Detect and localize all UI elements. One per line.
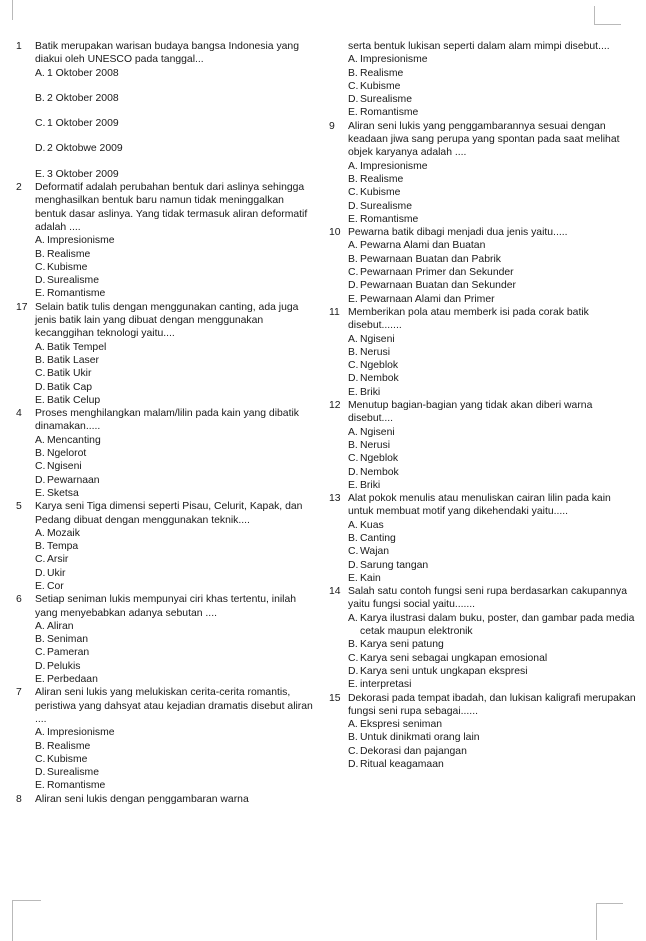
option-text: 2 Oktober 2008 <box>47 92 119 104</box>
answer-option-d <box>35 766 313 779</box>
option-label: D. <box>35 143 46 155</box>
answer-option-a <box>348 53 638 66</box>
answer-option-d <box>348 200 638 213</box>
option-label: D. <box>35 660 46 672</box>
question-text: Batik merupakan warisan budaya bangsa Indonesia yang diakui oleh UNESCO pada tanggal... <box>35 41 299 66</box>
question-text: Aliran seni lukis yang penggambarannya sesuai dengan keadaan jiwa sang perupa yang spontan pada saat melihat objek karyanya adalah .... <box>348 120 620 159</box>
option-text: Ekspresi seniman <box>360 719 443 731</box>
answer-option-c <box>348 452 638 465</box>
option-label: D. <box>348 759 359 771</box>
question-text: Karya seni Tiga dimensi seperti Pisau, Celurit, Kapak, dan Pedang dibuat dengan menggunakan teknik.... <box>35 501 303 526</box>
question-number: 1 <box>16 41 22 52</box>
option-text: Surealisme <box>47 275 99 287</box>
answer-option-d <box>35 567 313 580</box>
option-text: Impresionisme <box>360 160 428 172</box>
question-11 <box>326 306 638 399</box>
answer-option-b <box>35 92 313 105</box>
option-text: Tempa <box>47 541 79 553</box>
option-label: B. <box>35 541 45 553</box>
answer-option-a <box>348 519 638 532</box>
continued-question-text: serta bentuk lukisan seperti dalam alam mimpi disebut.... <box>348 41 610 52</box>
question-number: 17 <box>16 301 28 313</box>
option-text: Kubisme <box>360 187 401 199</box>
option-label: B. <box>35 634 45 646</box>
option-text: 3 Oktober 2009 <box>47 168 119 180</box>
answer-option-d <box>348 559 638 572</box>
option-text: Sketsa <box>47 487 79 499</box>
option-label: D. <box>348 280 359 292</box>
answer-option-d <box>348 665 638 678</box>
option-text: Ngeblok <box>360 453 399 465</box>
question-text: Salah satu contoh fungsi seni rupa berdasarkan cakupannya yaitu fungsi social yaitu....... <box>348 586 628 611</box>
question-number: 15 <box>329 692 341 704</box>
question-text: Setiap seniman lukis mempunyai ciri khas tertentu, inilah yang menyebabkan adanya sebutan .... <box>35 594 297 619</box>
answer-option-d <box>35 381 313 394</box>
option-label: A. <box>35 434 45 446</box>
answer-option-c <box>35 117 313 130</box>
answer-option-a <box>348 612 638 639</box>
question-text: Aliran seni lukis yang melukiskan cerita-cerita romantis, peristiwa yang dahsyat atau kejadian dramatis disebut aliran .... <box>35 687 313 725</box>
answer-option-e <box>35 779 313 792</box>
answer-option-b <box>35 540 313 553</box>
option-label: C. <box>348 267 359 279</box>
option-text: interpretasi <box>360 679 412 691</box>
option-label: D. <box>348 559 359 571</box>
option-text: Briki <box>360 479 381 491</box>
option-text: Pewarnaan <box>47 474 100 486</box>
option-text: Realisme <box>360 173 404 185</box>
question-text: Memberikan pola atau memberk isi pada corak batik disebut....... <box>348 306 589 332</box>
answer-option-d <box>348 93 638 106</box>
answer-option-b <box>35 740 313 753</box>
answer-option-e <box>348 213 638 226</box>
option-label: E. <box>35 580 45 592</box>
question-7 <box>13 686 313 792</box>
option-text: Pewarna Alami dan Buatan <box>360 240 486 252</box>
option-text: Mozaik <box>47 527 80 539</box>
answer-option-b <box>348 346 638 359</box>
question-number: 5 <box>16 501 22 513</box>
answer-option-c <box>35 553 313 566</box>
answer-option-e <box>35 168 313 181</box>
question-8 <box>13 793 313 806</box>
option-label: C. <box>348 187 359 199</box>
answer-option-a <box>35 726 313 739</box>
option-text: Wajan <box>360 546 390 558</box>
option-text: Ngiseni <box>47 461 82 473</box>
option-label: A. <box>35 67 45 79</box>
option-label: E. <box>35 168 45 180</box>
option-text: Aliran <box>47 620 74 632</box>
option-text: Pewarnaan Alami dan Primer <box>360 293 495 305</box>
answer-option-b <box>348 253 638 266</box>
question-text: Pewarna batik dibagi menjadi dua jenis yaitu..... <box>348 227 568 239</box>
option-text: Ngelorot <box>47 448 87 460</box>
option-label: C. <box>35 261 46 273</box>
option-label: B. <box>348 253 358 265</box>
answer-option-b <box>348 731 638 744</box>
answer-option-e <box>348 678 638 691</box>
question-5 <box>13 500 313 593</box>
answer-option-d <box>348 372 638 385</box>
question-number: 4 <box>16 408 22 420</box>
answer-option-a <box>35 527 313 540</box>
question-number: 2 <box>16 182 22 194</box>
question-2 <box>13 181 313 301</box>
option-label: A. <box>348 333 358 345</box>
option-text: Sarung tangan <box>360 559 429 571</box>
question-4 <box>13 407 313 500</box>
answer-option-e <box>348 572 638 585</box>
answer-option-c <box>348 359 638 372</box>
option-label: E. <box>35 487 45 499</box>
question-text: Proses menghilangkan malam/lilin pada kain yang dibatik dinamakan..... <box>35 408 299 433</box>
option-label: C. <box>35 554 46 566</box>
option-label: D. <box>348 466 359 478</box>
option-text: Kubisme <box>47 753 88 765</box>
answer-option-c <box>348 80 638 93</box>
option-label: E. <box>348 107 358 119</box>
option-text: Batik Tempel <box>47 341 107 353</box>
question-number: 10 <box>329 227 341 239</box>
option-label: B. <box>348 346 358 358</box>
option-label: D. <box>348 373 359 385</box>
option-label: D. <box>35 474 46 486</box>
answer-option-b <box>35 248 313 261</box>
option-label: A. <box>35 620 45 632</box>
option-label: C. <box>35 647 46 659</box>
option-label: B. <box>348 173 358 185</box>
answer-option-a <box>35 234 313 247</box>
option-text: Briki <box>360 386 381 398</box>
option-text: Karya seni patung <box>360 639 444 651</box>
option-text: Pameran <box>47 647 90 659</box>
option-text: Impresionisme <box>360 54 428 66</box>
option-text: Nembok <box>360 466 399 478</box>
option-label: C. <box>348 360 359 372</box>
option-text: Karya seni untuk ungkapan ekspresi <box>360 665 528 677</box>
answer-option-a <box>348 239 638 252</box>
option-label: D. <box>348 665 359 677</box>
option-label: B. <box>35 354 45 366</box>
option-label: B. <box>348 639 358 651</box>
option-label: A. <box>35 341 45 353</box>
option-label: D. <box>348 200 359 212</box>
question-10 <box>326 226 638 306</box>
question-number: 11 <box>329 306 340 318</box>
corner-mark-bottom-left <box>12 900 41 941</box>
option-text: Cor <box>47 580 64 592</box>
option-text: Romantisme <box>360 213 419 225</box>
option-label: E. <box>348 479 358 491</box>
option-label: A. <box>348 519 358 531</box>
answer-option-a <box>35 67 313 80</box>
answer-option-a <box>348 718 638 731</box>
question-13 <box>326 492 638 585</box>
option-label: A. <box>348 54 358 66</box>
option-text: Nembok <box>360 373 399 385</box>
option-text: Surealisme <box>360 94 412 106</box>
option-text: Impresionisme <box>47 235 115 247</box>
option-label: B. <box>35 740 45 752</box>
option-text: Seniman <box>47 634 89 646</box>
answer-option-e <box>35 394 313 407</box>
option-text: Dekorasi dan pajangan <box>360 745 467 757</box>
option-text: Pewarnaan Buatan dan Sekunder <box>360 280 516 292</box>
option-label: B. <box>35 248 45 260</box>
corner-mark-bottom-right <box>596 903 623 940</box>
option-label: D. <box>35 767 46 779</box>
option-text: Mencanting <box>47 434 101 446</box>
answer-option-b <box>348 439 638 452</box>
option-text: Arsir <box>47 554 69 566</box>
option-text: Realisme <box>47 248 91 260</box>
question-text: Alat pokok menulis atau menuliskan cairan lilin pada kain untuk membuat motif yang dikehendaki yaitu..... <box>348 493 611 518</box>
question-number: 14 <box>329 586 341 598</box>
answer-option-d <box>348 279 638 292</box>
answer-option-a <box>348 160 638 173</box>
option-label: C. <box>348 546 359 558</box>
option-text: Impresionisme <box>47 727 115 739</box>
option-text: Untuk dinikmati orang lain <box>360 732 480 744</box>
answer-option-e <box>348 479 638 492</box>
option-text: Karya ilustrasi dalam buku, poster, dan gambar pada media cetak maupun elektronik <box>360 612 635 638</box>
question-6 <box>13 593 313 686</box>
answer-option-c <box>348 186 638 199</box>
question-15 <box>326 692 638 772</box>
option-text: Surealisme <box>360 200 412 212</box>
answer-option-e <box>348 386 638 399</box>
answer-option-a <box>35 341 313 354</box>
question-14 <box>326 585 638 691</box>
option-label: E. <box>35 674 45 686</box>
question-1 <box>13 40 313 181</box>
question-12 <box>326 399 638 492</box>
option-label: A. <box>348 426 358 438</box>
left-column <box>13 40 313 806</box>
option-text: Kuas <box>360 519 384 531</box>
answer-option-a <box>348 333 638 346</box>
option-text: Ngeblok <box>360 360 399 372</box>
option-text: Kubisme <box>360 80 401 92</box>
answer-option-c <box>35 460 313 473</box>
option-label: D. <box>348 94 359 106</box>
answer-option-c <box>35 367 313 380</box>
answer-option-b <box>348 638 638 651</box>
option-text: Karya seni sebagai ungkapan emosional <box>360 652 548 664</box>
option-label: C. <box>35 118 46 130</box>
option-label: C. <box>348 652 359 664</box>
option-text: Ritual keagamaan <box>360 759 444 771</box>
answer-option-d <box>35 474 313 487</box>
option-text: Canting <box>360 532 396 544</box>
answer-option-d <box>35 142 313 155</box>
answer-option-b <box>348 173 638 186</box>
question-9 <box>326 120 638 226</box>
question-number: 8 <box>16 793 22 805</box>
option-label: E. <box>348 386 358 398</box>
option-text: Ngiseni <box>360 333 395 345</box>
option-text: Realisme <box>360 67 404 79</box>
option-label: B. <box>348 439 358 451</box>
option-label: A. <box>348 719 358 731</box>
question-number: 12 <box>329 400 341 412</box>
answer-option-e <box>348 106 638 119</box>
answer-option-b <box>35 354 313 367</box>
option-label: A. <box>35 235 45 247</box>
option-label: B. <box>35 92 45 104</box>
answer-option-a <box>35 620 313 633</box>
option-text: Ngiseni <box>360 426 395 438</box>
option-text: Perbedaan <box>47 674 98 686</box>
answer-option-b <box>35 633 313 646</box>
answer-option-e <box>35 673 313 686</box>
option-label: A. <box>348 240 358 252</box>
question-text: Menutup bagian-bagian yang tidak akan diberi warna disebut.... <box>348 400 593 425</box>
answer-option-c <box>348 266 638 279</box>
answer-option-c <box>348 745 638 758</box>
answer-option-e <box>35 580 313 593</box>
answer-option-d <box>35 660 313 673</box>
option-label: E. <box>35 394 45 406</box>
option-text: Romantisme <box>47 780 106 792</box>
answer-option-c <box>35 753 313 766</box>
option-text: Batik Ukir <box>47 368 92 380</box>
corner-mark-top-left <box>12 0 17 20</box>
answer-option-a <box>35 434 313 447</box>
option-label: E. <box>35 780 45 792</box>
question-number: 9 <box>329 120 335 132</box>
corner-mark-top-right <box>594 6 621 25</box>
option-label: E. <box>348 293 358 305</box>
option-label: B. <box>348 732 358 744</box>
option-label: C. <box>35 461 46 473</box>
option-text: Nerusi <box>360 346 391 358</box>
option-text: Pelukis <box>47 660 81 672</box>
answer-option-e <box>35 487 313 500</box>
answer-option-c <box>348 545 638 558</box>
question-number: 6 <box>16 594 22 606</box>
option-label: B. <box>348 532 358 544</box>
answer-option-d <box>348 466 638 479</box>
option-text: Batik Laser <box>47 354 99 366</box>
answer-option-e <box>35 287 313 300</box>
option-text: Pewarnaan Buatan dan Pabrik <box>360 253 501 265</box>
option-label: C. <box>348 80 359 92</box>
answer-option-a <box>348 426 638 439</box>
option-text: 2 Oktobwe 2009 <box>47 143 123 155</box>
option-text: Pewarnaan Primer dan Sekunder <box>360 267 514 279</box>
answer-option-b <box>348 67 638 80</box>
question-17 <box>13 301 313 407</box>
option-text: Batik Celup <box>47 394 101 406</box>
option-label: C. <box>348 745 359 757</box>
option-label: E. <box>348 572 358 584</box>
answer-option-d <box>348 758 638 771</box>
option-text: Surealisme <box>47 767 99 779</box>
option-label: D. <box>35 275 46 287</box>
option-label: C. <box>348 453 359 465</box>
option-text: 1 Oktober 2008 <box>47 67 119 79</box>
option-label: C. <box>35 368 46 380</box>
answer-option-b <box>35 447 313 460</box>
answer-option-c <box>35 261 313 274</box>
option-text: Ukir <box>47 567 66 579</box>
answer-option-d <box>35 274 313 287</box>
question-text: Selain batik tulis dengan menggunakan canting, ada juga jenis batik lain yang dibuat dengan menggunakan kecanggihan teknologi yaitu.... <box>35 301 299 340</box>
option-text: Kubisme <box>47 261 88 273</box>
option-label: B. <box>35 448 45 460</box>
option-label: A. <box>348 160 358 172</box>
right-column <box>326 40 638 771</box>
option-text: Romantisme <box>360 107 419 119</box>
option-label: D. <box>35 567 46 579</box>
option-text: Realisme <box>47 740 91 752</box>
option-label: E. <box>348 679 358 691</box>
option-label: D. <box>35 381 46 393</box>
option-text: Kain <box>360 572 381 584</box>
question-text: Dekorasi pada tempat ibadah, dan lukisan kaligrafi merupakan fungsi seni rupa sebagai...... <box>348 692 636 717</box>
option-label: A. <box>35 727 45 739</box>
option-label: A. <box>35 527 45 539</box>
answer-option-b <box>348 532 638 545</box>
option-label: E. <box>348 213 358 225</box>
option-label: A. <box>348 612 358 624</box>
question-text: Deformatif adalah perubahan bentuk dari aslinya sehingga menghasilkan bentuk baru namun tidak meninggalkan bentuk dasar aslinya. Yang tidak termasuk aliran deformatif adalah .... <box>35 182 308 233</box>
question-number: 7 <box>16 687 22 699</box>
option-text: 1 Oktober 2009 <box>47 118 119 130</box>
answer-option-c <box>348 652 638 665</box>
question-number: 13 <box>329 493 341 505</box>
question-text: Aliran seni lukis dengan penggambaran warna <box>35 793 249 805</box>
option-label: E. <box>35 288 45 300</box>
option-text: Batik Cap <box>47 381 93 393</box>
option-text: Nerusi <box>360 439 391 451</box>
option-label: C. <box>35 753 46 765</box>
answer-option-c <box>35 646 313 659</box>
option-text: Romantisme <box>47 288 106 300</box>
option-label: B. <box>348 67 358 79</box>
answer-option-e <box>348 293 638 306</box>
